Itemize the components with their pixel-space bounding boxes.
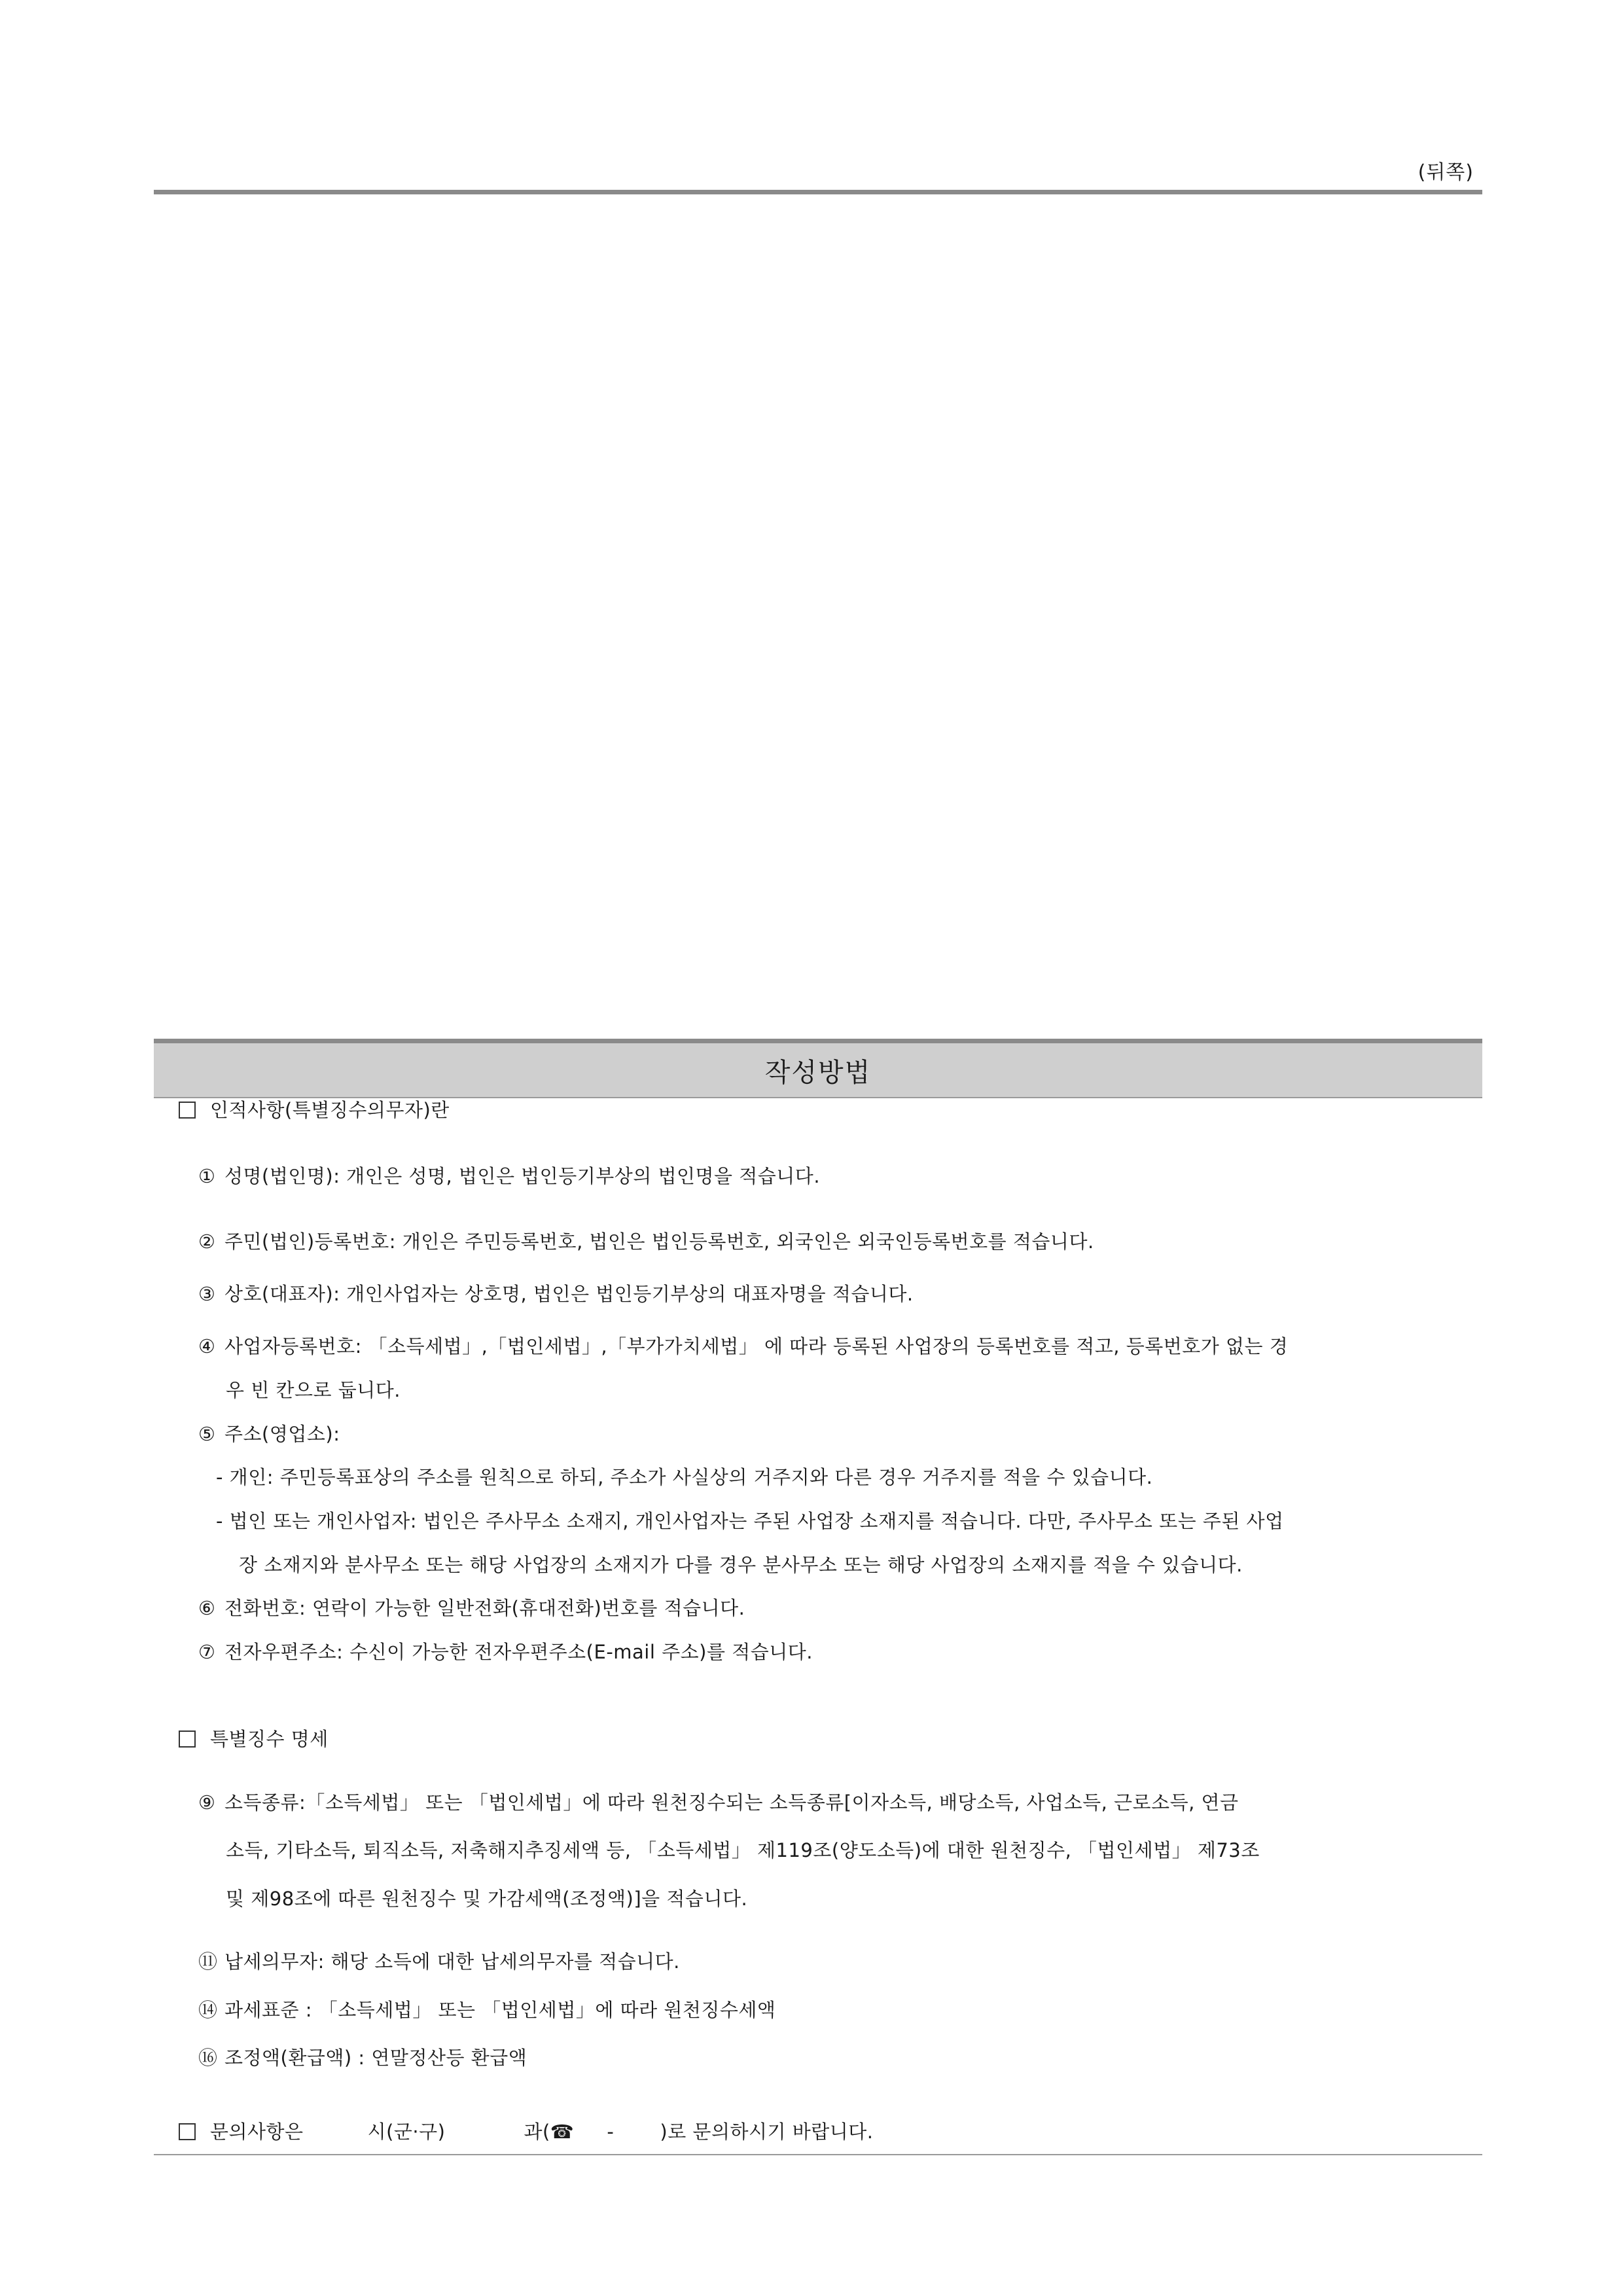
instructions-section: [154, 1039, 1482, 2143]
instruction-item: ⑨ 소득종류:「소득세법」 또는 「법인세법」에 따라 원천징수되는 소득종류[이자소득, 배당소득, 사업소득, 근로소득, 연금: [198, 1791, 1239, 1814]
instructions-title: 작성방법: [154, 1039, 1482, 1098]
checkbox-square-icon: [179, 2123, 196, 2140]
instruction-continuation: 우 빈 칸으로 둡니다.: [226, 1379, 401, 1401]
instruction-item: ⑤ 주소(영업소):: [198, 1423, 340, 1445]
instruction-item: ⑦ 전자우편주소: 수신이 가능한 전자우편주소(E-mail 주소)를 적습니다.: [198, 1641, 813, 1663]
instruction-subitem: - 개인: 주민등록표상의 주소를 원칙으로 하되, 주소가 사실상의 거주지와 다른 경우 거주지를 적을 수 있습니다.: [216, 1466, 1153, 1488]
instruction-item: ⑪ 납세의무자: 해당 소득에 대한 납세의무자를 적습니다.: [198, 1950, 680, 1973]
instruction-subitem: - 법인 또는 개인사업자: 법인은 주사무소 소재지, 개인사업자는 주된 사업장 소재지를 적습니다. 다만, 주사무소 또는 주된 사업: [216, 1510, 1284, 1532]
instruction-item: ② 주민(법인)등록번호: 개인은 주민등록번호, 법인은 법인등록번호, 외국인은 외국인등록번호를 적습니다.: [198, 1230, 1094, 1253]
checkbox-square-icon: [179, 1731, 196, 1748]
instruction-item: ③ 상호(대표자): 개인사업자는 상호명, 법인은 법인등기부상의 대표자명을 적습니다.: [198, 1283, 914, 1305]
bottom-divider: [154, 2154, 1482, 2155]
instruction-item: ④ 사업자등록번호: 「소득세법」,「법인세법」,「부가가치세법」 에 따라 등록된 사업장의 등록번호를 적고, 등록번호가 없는 경: [198, 1335, 1289, 1357]
instruction-continuation: 소득, 기타소득, 퇴직소득, 저축해지추징세액 등, 「소득세법」 제119조(양도소득)에 대한 원천징수, 「법인세법」 제73조: [226, 1839, 1260, 1861]
instruction-continuation: 및 제98조에 따른 원천징수 및 가감세액(조정액)]을 적습니다.: [226, 1888, 748, 1910]
instruction-item: ⑭ 과세표준 : 「소득세법」 또는 「법인세법」에 따라 원천징수세액: [198, 1999, 776, 2021]
section-special-collection-heading: 특별징수 명세: [179, 1725, 329, 1751]
instruction-item: ⑥ 전화번호: 연락이 가능한 일반전화(휴대전화)번호를 적습니다.: [198, 1597, 745, 1619]
checkbox-square-icon: [179, 1102, 196, 1119]
section-personal-info-heading: 인적사항(특별징수의무자)란: [179, 1096, 450, 1122]
top-divider: [154, 190, 1482, 194]
instruction-item: ⑯ 조정액(환급액) : 연말정산등 환급액: [198, 2047, 527, 2069]
instruction-item: ① 성명(법인명): 개인은 성명, 법인은 법인등기부상의 법인명을 적습니다.: [198, 1165, 821, 1187]
page-side-label: (뒤쪽): [1418, 161, 1474, 184]
instruction-continuation: 장 소재지와 분사무소 또는 해당 사업장의 소재지가 다를 경우 분사무소 또는 해당 사업장의 소재지를 적을 수 있습니다.: [239, 1554, 1243, 1576]
inquiry-line: 문의사항은 시(군·구) 과(☎ - )로 문의하시기 바랍니다.: [179, 2117, 874, 2144]
